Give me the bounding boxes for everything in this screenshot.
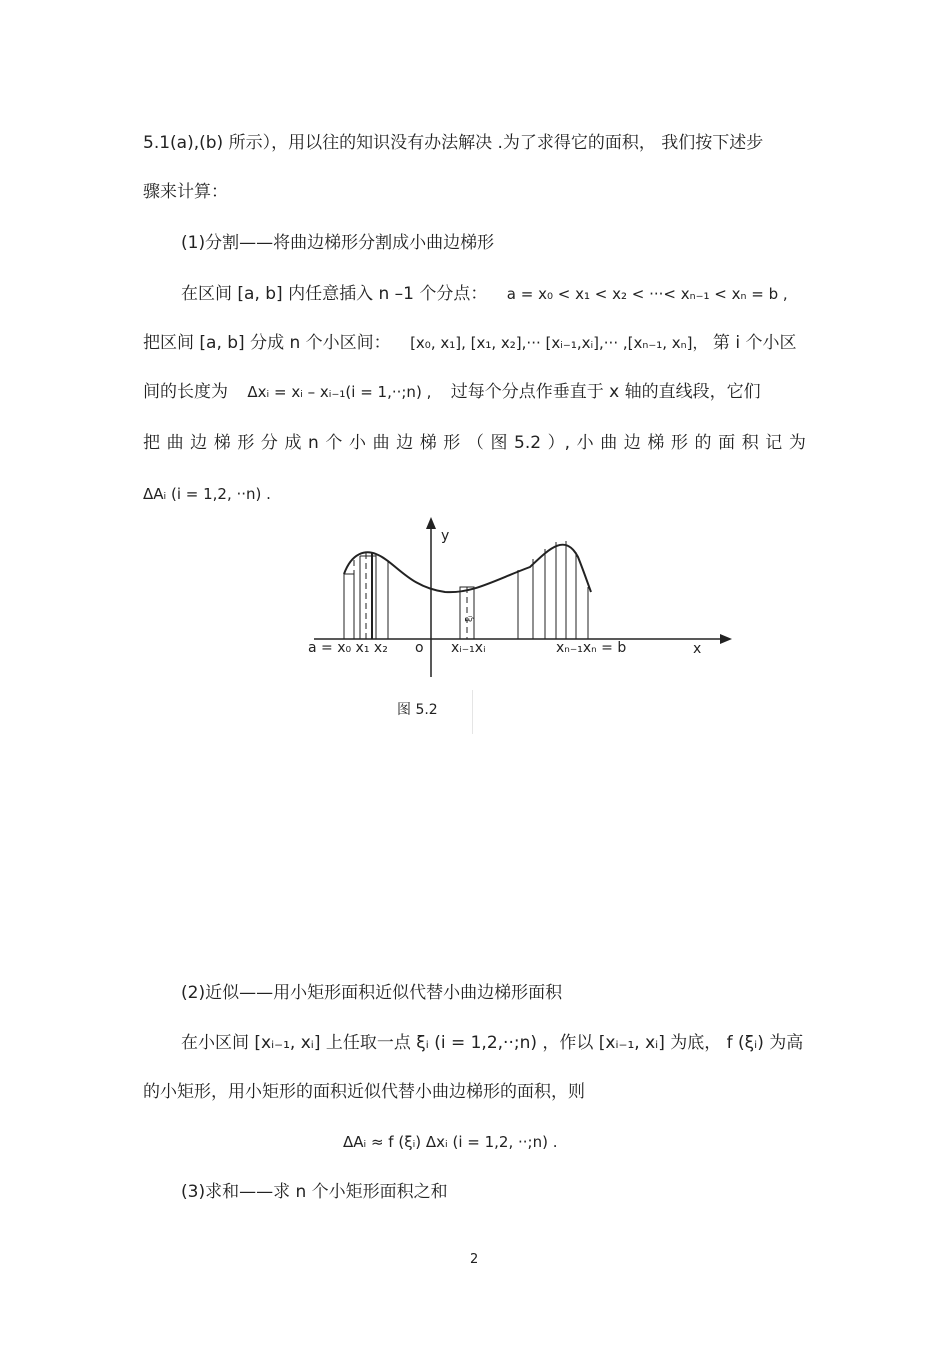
- origin-label: o: [415, 640, 424, 656]
- text-run: 间的长度为: [143, 382, 228, 402]
- text-run: 把区间 [a, b] 分成 n 个小区间：: [143, 333, 391, 353]
- caption-divider: [472, 690, 473, 734]
- justified-char: 把: [143, 433, 160, 453]
- justified-char: 形: [443, 433, 461, 453]
- paragraph-line: 在小区间 [xᵢ₋₁, xᵢ] 上任取一点 ξᵢ (i = 1,2,··;n) ，作以 [xᵢ₋₁, xᵢ] 为底， f (ξᵢ) 为高: [181, 1033, 804, 1053]
- justified-char: 5.2: [514, 433, 542, 453]
- justified-char: 小: [576, 433, 594, 453]
- justified-char: 分: [260, 433, 278, 453]
- page-number: 2: [470, 1252, 479, 1267]
- section-heading-partition: (1)分割——将曲边梯形分割成小曲边梯形: [181, 233, 495, 253]
- justified-paragraph-line: [143, 432, 806, 454]
- math-expression: [x₀, x₁], [x₁, x₂],··· [xᵢ₋₁,xᵢ],··· ,[xₙ₋₁, xₙ]，: [410, 334, 708, 352]
- section-heading-approximation: (2)近似——用小矩形面积近似代替小曲边梯形面积: [181, 983, 563, 1003]
- justified-char: 为: [788, 433, 806, 453]
- math-expression: a = x₀ < x₁ < x₂ < ···< xₙ₋₁ < xₙ = b ,: [506, 285, 788, 303]
- justified-char: 小: [348, 433, 366, 453]
- text-run: 过每个分点作垂直于 x 轴的直线段，它们: [450, 382, 761, 402]
- paragraph-line: [181, 283, 788, 305]
- text-run: 第 i 个小区: [712, 333, 797, 353]
- justified-char: 记: [765, 433, 783, 453]
- y-axis-arrow-icon: [426, 517, 436, 529]
- approx-rectangle: [344, 574, 354, 639]
- paragraph-line: 的小矩形，用小矩形的面积近似代替小曲边梯形的面积，则: [143, 1082, 585, 1102]
- section-heading-summation: (3)求和——求 n 个小矩形面积之和: [181, 1182, 448, 1202]
- math-expression: Δxᵢ = xᵢ – xᵢ₋₁(i = 1,··;n) ,: [247, 383, 432, 401]
- justified-char: 的: [694, 433, 712, 453]
- x-axis-label: x: [693, 641, 702, 657]
- justified-char: 面: [718, 433, 736, 453]
- figure-5-2-diagram: [300, 512, 740, 682]
- justified-char: n: [308, 433, 319, 453]
- y-axis-label: y: [441, 528, 450, 544]
- paragraph-line: [143, 381, 761, 403]
- paragraph-line: 骤来计算：: [143, 182, 228, 202]
- paragraph-line: [143, 332, 796, 354]
- justified-char: ）,: [547, 433, 571, 453]
- right-endpoint-label: xₙ₋₁xₙ = b: [556, 640, 627, 656]
- justified-char: 个: [325, 433, 343, 453]
- justified-char: 形: [670, 433, 688, 453]
- justified-char: 梯: [419, 433, 437, 453]
- justified-char: 边: [190, 433, 208, 453]
- math-expression: ΔAᵢ (i = 1,2, ··n) .: [143, 485, 271, 503]
- justified-char: 曲: [372, 433, 390, 453]
- justified-char: 梯: [647, 433, 665, 453]
- justified-char: （: [466, 433, 484, 453]
- x-axis-arrow-icon: [720, 634, 732, 644]
- display-formula: ΔAᵢ ≈ f (ξᵢ) Δxᵢ (i = 1,2, ··;n) .: [343, 1133, 558, 1151]
- xi-interval-label: xᵢ₋₁xᵢ: [451, 640, 486, 656]
- paragraph-line: 5.1(a),(b) 所示），用以往的知识没有办法解决 .为了求得它的面积， 我们按下述步: [143, 133, 764, 153]
- text-run: 在区间 [a, b] 内任意插入 n –1 个分点：: [181, 284, 488, 304]
- justified-char: 形: [237, 433, 255, 453]
- justified-char: 边: [396, 433, 414, 453]
- justified-char: 图: [490, 433, 508, 453]
- curve: [344, 545, 591, 593]
- justified-char: 梯: [213, 433, 231, 453]
- justified-char: 成: [284, 433, 302, 453]
- justified-char: 积: [741, 433, 759, 453]
- left-endpoint-label: a = x₀ x₁ x₂: [308, 640, 388, 656]
- justified-char: 边: [623, 433, 641, 453]
- justified-char: 曲: [166, 433, 184, 453]
- figure-caption: 图 5.2: [397, 702, 438, 718]
- justified-char: 曲: [600, 433, 618, 453]
- xi-point-label: ξᵢ: [465, 615, 475, 622]
